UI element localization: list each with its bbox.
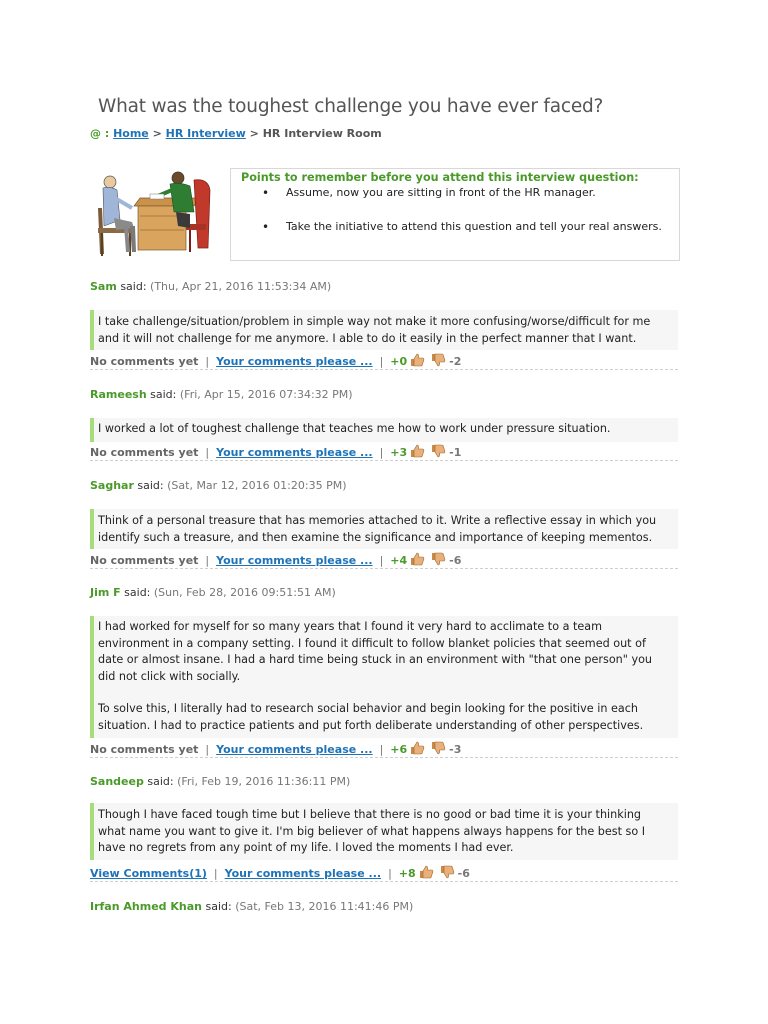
- thumbs-down-icon[interactable]: [440, 865, 455, 879]
- interview-illustration: [90, 168, 218, 260]
- said-label: said:: [120, 280, 147, 293]
- answer-header: [90, 388, 353, 401]
- vote-up-count: +6: [390, 743, 408, 756]
- answer-text: [90, 418, 678, 442]
- said-label: said:: [150, 388, 177, 401]
- said-label: said:: [124, 586, 151, 599]
- your-comments-link[interactable]: Your comments please ...: [216, 446, 373, 459]
- breadcrumb-current: HR Interview Room: [262, 127, 382, 140]
- points-item: • Assume, now you are sitting in front of the HR manager.: [259, 186, 662, 200]
- thumbs-up-icon[interactable]: [410, 552, 425, 566]
- comments-status: No comments yet: [90, 554, 199, 567]
- your-comments-link[interactable]: Your comments please ...: [216, 355, 373, 368]
- answer-text: [90, 803, 678, 860]
- breadcrumb-prefix: @ :: [90, 127, 110, 140]
- answer-date: (Fri, Apr 15, 2016 07:34:32 PM): [179, 388, 353, 401]
- answer-date: (Thu, Apr 21, 2016 11:53:34 AM): [150, 280, 332, 293]
- your-comments-link[interactable]: Your comments please ...: [216, 554, 373, 567]
- said-label: said:: [205, 900, 232, 913]
- vote-down-count: -6: [449, 554, 462, 567]
- thumbs-up-icon[interactable]: [410, 444, 425, 458]
- points-box: [230, 168, 680, 261]
- vote-up-count: +0: [390, 355, 408, 368]
- answer-header: [90, 280, 331, 293]
- comments-status: No comments yet: [90, 355, 199, 368]
- comments-status: No comments yet: [90, 743, 199, 756]
- author-name: Rameesh: [90, 388, 147, 401]
- breadcrumb-home-link[interactable]: Home: [113, 127, 149, 140]
- vote-down-count: -1: [449, 446, 462, 459]
- answer-meta: No comments yet | Your comments please ... | +6 -3: [90, 741, 678, 758]
- answer-date: (Sat, Feb 13, 2016 11:41:46 PM): [235, 900, 414, 913]
- thumbs-down-icon[interactable]: [431, 741, 446, 755]
- answer-paragraph: Though I have faced tough time but I believe that there is no good or bad time it is your thinking what name you want to give it. I'm big believer of what happens always happens for the best so I have no regrets from any point of my life. I loved the moments I had ever.: [98, 808, 646, 855]
- thumbs-up-icon[interactable]: [410, 741, 425, 755]
- answer-header: [90, 775, 350, 788]
- vote-up-count: +4: [390, 554, 408, 567]
- thumbs-up-icon[interactable]: [410, 353, 425, 367]
- answer-date: (Sat, Mar 12, 2016 01:20:35 PM): [167, 479, 347, 492]
- vote-up-count: +8: [398, 867, 416, 880]
- answer-date: (Sun, Feb 28, 2016 09:51:51 AM): [153, 586, 336, 599]
- breadcrumb-hr-interview-link[interactable]: HR Interview: [165, 127, 246, 140]
- answer-header: [90, 479, 347, 492]
- answer-paragraph: To solve this, I literally had to research social behavior and begin looking for the positive in each situation. I had to practice patients and put forth deliberate understanding of other perspectives.: [98, 702, 644, 732]
- thumbs-down-icon[interactable]: [431, 353, 446, 367]
- answer-header: [90, 900, 413, 913]
- vote-down-count: -3: [449, 743, 462, 756]
- breadcrumb-separator: >: [249, 127, 259, 140]
- thumbs-down-icon[interactable]: [431, 552, 446, 566]
- vote-down-count: -6: [457, 867, 470, 880]
- comments-status: No comments yet: [90, 446, 199, 459]
- answer-text: [90, 310, 678, 350]
- answer-paragraph: I worked a lot of toughest challenge that teaches me how to work under pressure situation.: [98, 422, 611, 435]
- vote-down-count: -2: [449, 355, 462, 368]
- author-name: Irfan Ahmed Khan: [90, 900, 202, 913]
- answer-meta: No comments yet | Your comments please ... | +3 -1: [90, 444, 678, 461]
- your-comments-link[interactable]: Your comments please ...: [224, 867, 382, 880]
- answer-text: [90, 509, 678, 549]
- answer-meta: No comments yet | Your comments please ... | +0 -2: [90, 353, 678, 370]
- answer-paragraph: Think of a personal treasure that has memories attached to it. Write a reflective essay in which you identify such a treasure, and then examine the significance and importance of keeping mementos.: [98, 514, 657, 544]
- points-item: • Take the initiative to attend this question and tell your real answers.: [259, 220, 662, 234]
- thumbs-up-icon[interactable]: [419, 865, 434, 879]
- points-heading: Points to remember before you attend this interview question:: [241, 171, 639, 184]
- points-list: [259, 186, 662, 234]
- answer-date: (Fri, Feb 19, 2016 11:36:11 PM): [177, 775, 351, 788]
- author-name: Saghar: [90, 479, 134, 492]
- breadcrumb-separator: >: [152, 127, 162, 140]
- said-label: said:: [137, 479, 164, 492]
- your-comments-link[interactable]: Your comments please ...: [216, 743, 373, 756]
- author-name: Jim F: [90, 586, 121, 599]
- view-comments-link[interactable]: View Comments(1): [90, 867, 207, 880]
- answer-text: [90, 616, 678, 738]
- said-label: said:: [147, 775, 174, 788]
- answer-header: [90, 586, 336, 599]
- thumbs-down-icon[interactable]: [431, 444, 446, 458]
- page-title: What was the toughest challenge you have ever faced?: [98, 96, 604, 117]
- vote-up-count: +3: [390, 446, 408, 459]
- author-name: Sandeep: [90, 775, 144, 788]
- answer-meta: No comments yet | Your comments please ... | +4 -6: [90, 552, 678, 569]
- breadcrumb: [90, 127, 382, 140]
- answer-paragraph: I take challenge/situation/problem in simple way not make it more confusing/worse/difficult for me and it will not challenge for me anymore. I able to do it easily in the perfect manner that I want.: [98, 315, 651, 345]
- author-name: Sam: [90, 280, 117, 293]
- answer-paragraph: I had worked for myself for so many years that I found it very hard to acclimate to a team environment in a company setting. I found it difficult to follow blanket policies that seemed out of date or almost insane. I had a hard time being stuck in an environment with "that one person" you did not click with socially.: [98, 620, 653, 683]
- answer-meta: View Comments(1) | Your comments please ... | +8 -6: [90, 865, 678, 882]
